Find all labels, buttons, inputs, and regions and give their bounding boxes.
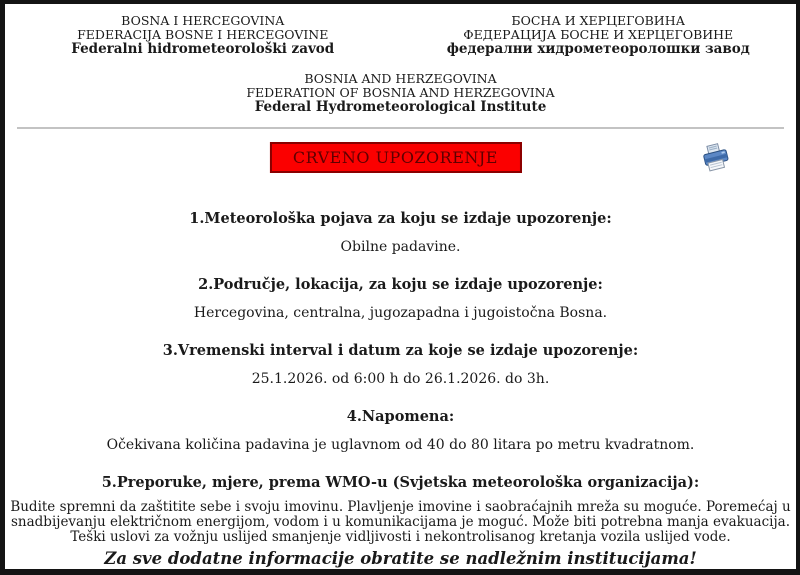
section-heading: 2.Područje, lokacija, za koju se izdaje upozorenje: xyxy=(198,276,603,293)
section-body: Obilne padavine. xyxy=(340,239,461,255)
org-english-line2: FEDERATION OF BOSNIA AND HERZEGOVINA xyxy=(246,85,555,100)
section-heading: 3.Vremenski interval i datum za koje se izdaje upozorenje: xyxy=(162,342,639,359)
org-cyrillic-line2: ФЕДЕРАЦИЈА БОСНЕ И ХЕРЦЕГОВИНЕ xyxy=(463,27,734,42)
printer-icon xyxy=(700,162,732,177)
section-heading: 1.Meteorološka pojava za koju se izdaje upozorenje: xyxy=(189,210,612,227)
section-body: Budite spremni da zaštitite sebe i svoju imovinu. Plavljenje imovine i saobraćajnih mreža su moguće. Poremećaj u snadbijevanju električnom energijom, vodom i u komunikacijama je moguć. Može biti potrebna manja evakuacija. Teški uslovi za vožnju uslijed smanjenje vidljivosti i nekontrolisanog kretanja vozila uslijed vode. xyxy=(10,499,791,545)
section-heading: 4.Napomena: xyxy=(346,408,455,425)
header-divider xyxy=(17,127,784,129)
section-remark xyxy=(5,408,796,454)
org-bosnian-line3: Federalni hidrometeorološki zavod xyxy=(71,41,335,57)
red-warning-banner: CRVENO UPOZORENJE xyxy=(269,142,521,173)
section-body: 25.1.2026. od 6:00 h do 26.1.2026. do 3h. xyxy=(251,371,550,387)
section-phenomenon xyxy=(5,210,796,256)
section-heading: 5.Preporuke, mjere, prema WMO-u (Svjetska meteorološka organizacija): xyxy=(101,474,700,491)
section-area xyxy=(5,276,796,322)
header xyxy=(5,14,796,56)
org-name-bosnian xyxy=(5,14,401,56)
org-english-line3: Federal Hydrometeorological Institute xyxy=(254,99,547,115)
org-bosnian-line2: FEDERACIJA BOSNE I HERCEGOVINE xyxy=(77,27,329,42)
banner-row xyxy=(5,142,796,174)
org-english-line1: BOSNIA AND HERZEGOVINA xyxy=(304,71,497,86)
section-recommendations xyxy=(5,474,796,545)
section-body: Hercegovina, centralna, jugozapadna i jugoistočna Bosna. xyxy=(193,305,608,321)
footer-note: Za sve dodatne informacije obratite se nadležnim institucijama! xyxy=(104,549,697,568)
print-button[interactable] xyxy=(700,142,732,174)
org-bosnian-line1: BOSNA I HERCEGOVINA xyxy=(121,13,285,28)
org-name-english xyxy=(5,72,796,114)
section-body: Očekivana količina padavina je uglavnom od 40 do 80 litara po metru kvadratnom. xyxy=(106,437,695,453)
section-interval xyxy=(5,342,796,388)
org-cyrillic-line1: БОСНА И ХЕРЦЕГОВИНА xyxy=(511,13,686,28)
org-cyrillic-line3: федерални хидрометеоролошки завод xyxy=(446,41,750,57)
org-name-cyrillic xyxy=(401,14,797,56)
